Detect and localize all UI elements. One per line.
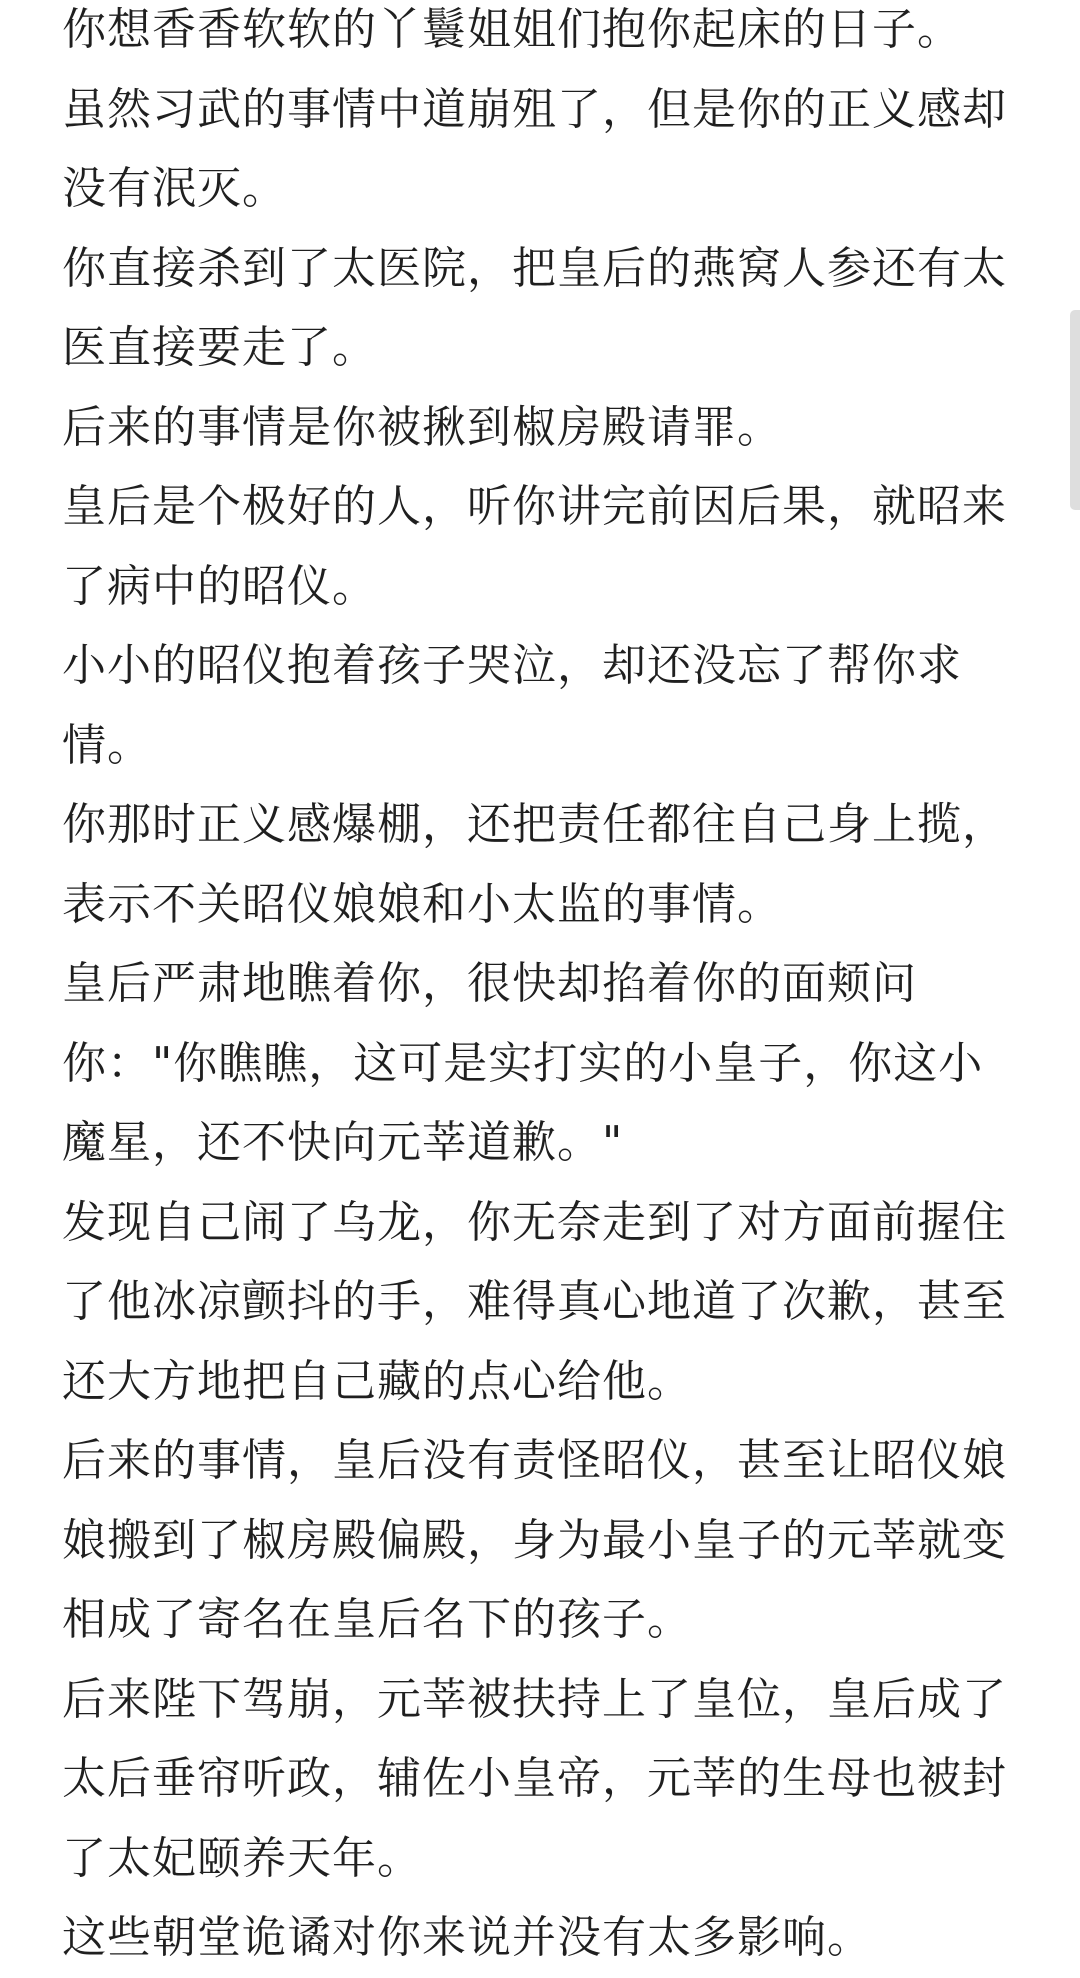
paragraph-2: 虽然习武的事情中道崩殂了，但是你的正义感却没有泯灭。 (62, 83, 1007, 214)
scrollbar-thumb[interactable] (1070, 310, 1080, 510)
paragraph-9: 发现自己闹了乌龙，你无奈走到了对方面前握住了他冰凉颤抖的手，难得真心地道了次歉，甚至还大方地把自己藏的点心给他。 (62, 1196, 1007, 1407)
paragraph-1: 你想香香软软的丫鬟姐姐们抱你起床的日子。 (62, 4, 962, 55)
paragraph-5: 皇后是个极好的人，听你讲完前因后果，就昭来了病中的昭仪。 (62, 481, 1007, 612)
paragraph-6: 小小的昭仪抱着孩子哭泣，却还没忘了帮你求情。 (62, 640, 962, 771)
paragraph-10: 后来的事情，皇后没有责怪昭仪，甚至让昭仪娘娘搬到了椒房殿偏殿，身为最小皇子的元莘就变相成了寄名在皇后名下的孩子。 (62, 1435, 1007, 1645)
paragraph-4: 后来的事情是你被揪到椒房殿请罪。 (62, 401, 782, 453)
paragraph-11: 后来陛下驾崩，元莘被扶持上了皇位，皇后成了太后垂帘听政，辅佐小皇帝，元莘的生母也被封了太妃颐养天年。 (62, 1673, 1007, 1884)
paragraph-3: 你直接杀到了太医院，把皇后的燕窝人参还有太医直接要走了。 (62, 242, 1007, 373)
paragraph-8: 皇后严肃地瞧着你，很快却掐着你的面颊问你："你瞧瞧，这可是实打实的小皇子，你这小魔星，还不快向元莘道歉。" (62, 958, 984, 1168)
paragraph-12: 这些朝堂诡谲对你来说并没有太多影响。 (62, 1912, 872, 1963)
paragraph-7: 你那时正义感爆棚，还把责任都往自己身上揽，表示不关昭仪娘娘和小太监的事情。 (62, 799, 1007, 930)
